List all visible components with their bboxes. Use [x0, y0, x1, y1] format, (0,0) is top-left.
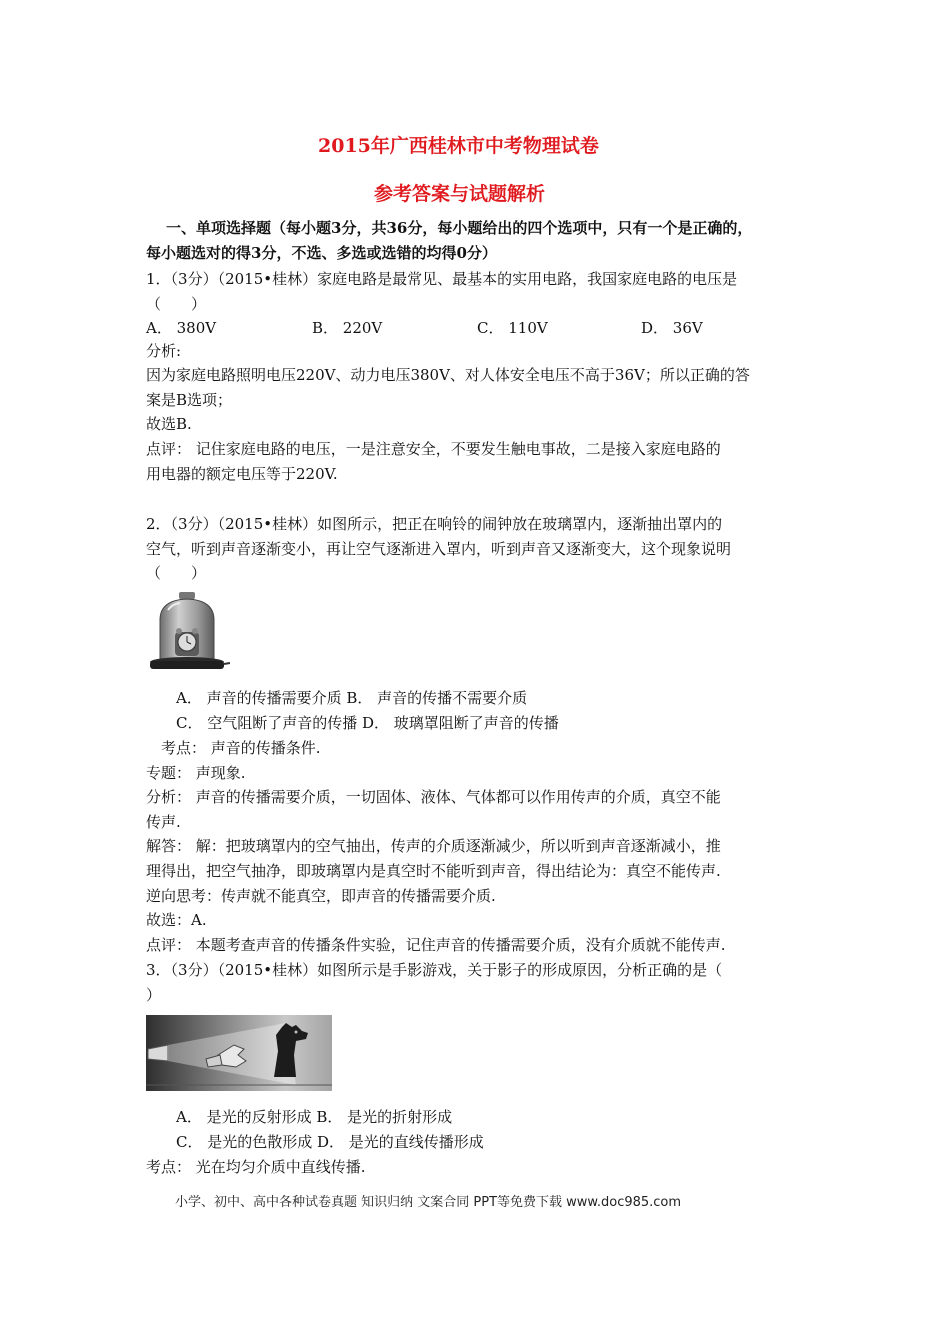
- q2-zhuanti: 专题： 声现象.: [146, 764, 246, 782]
- q2-analysis-line1: 分析： 声音的传播需要介质，一切固体、液体、气体都可以作用传声的介质，真空不能: [146, 788, 721, 806]
- q1-comment-line1: 点评： 记住家庭电路的电压，一是注意安全，不要发生触电事故，二是接入家庭电路的: [146, 440, 721, 458]
- q2-kaodian: 考点： 声音的传播条件.: [161, 739, 321, 757]
- q2-stem-line3: （ ）: [146, 564, 207, 582]
- hand-shadow-figure: [146, 1015, 332, 1091]
- bell-jar-figure: [146, 590, 230, 674]
- section-heading-line2: 每小题选对的得3分，不选、多选或选错的均得0分）: [146, 244, 497, 262]
- q2-stem-line2: 空气，听到声音逐渐变小，再让空气逐渐进入罩内，听到声音又逐渐变大，这个现象说明: [146, 540, 732, 558]
- q1-option-b: B． 220V: [312, 319, 383, 337]
- q1-stem-line2: （ ）: [146, 295, 207, 313]
- q1-analysis-label: 分析:: [146, 342, 182, 360]
- page-subtitle: 参考答案与试题解析: [374, 183, 546, 205]
- q2-solution-line2: 理得出，把空气抽净，即玻璃罩内是真空时不能听到声音，得出结论为：真空不能传声.: [146, 862, 721, 880]
- q2-solution-line1: 解答： 解：把玻璃罩内的空气抽出，传声的介质逐渐减少，所以听到声音逐渐减小，推: [146, 837, 721, 855]
- q2-solution-line3: 逆向思考：传声就不能真空，即声音的传播需要介质.: [146, 887, 496, 905]
- q1-option-d: D． 36V: [641, 319, 703, 337]
- q2-answer: 故选：A.: [146, 911, 207, 929]
- q2-comment: 点评： 本题考查声音的传播条件实验，记住声音的传播需要介质，没有介质就不能传声.: [146, 936, 726, 954]
- q2-options-cd: C． 空气阻断了声音的传播 D． 玻璃罩阻断了声音的传播: [176, 714, 559, 732]
- section-heading-line1: 一、单项选择题（每小题3分，共36分，每小题给出的四个选项中，只有一个是正确的，: [166, 219, 753, 237]
- q3-options-cd: C． 是光的色散形成 D． 是光的直线传播形成: [176, 1133, 484, 1151]
- q1-analysis-line2: 案是B选项；: [146, 391, 233, 409]
- q1-analysis-line1: 因为家庭电路照明电压220V、动力电压380V、对人体安全电压不高于36V；所以正确的答: [146, 366, 750, 384]
- q3-kaodian: 考点： 光在均匀介质中直线传播.: [146, 1158, 366, 1176]
- footer-note: 小学、初中、高中各种试卷真题 知识归纳 文案合同 PPT等免费下载 www.doc985.com: [175, 1195, 682, 1210]
- q3-stem-line2: ）: [146, 986, 162, 1004]
- q2-analysis-line2: 传声.: [146, 813, 181, 831]
- q3-options-ab: A． 是光的反射形成 B． 是光的折射形成: [176, 1108, 453, 1126]
- q1-option-a: A． 380V: [146, 319, 217, 337]
- q1-option-c: C． 110V: [477, 319, 548, 337]
- q3-stem-line1: 3．（3分）（2015•桂林）如图所示是手影游戏，关于影子的形成原因，分析正确的是（: [146, 961, 723, 979]
- q2-stem-line1: 2．（3分）（2015•桂林）如图所示，把正在响铃的闹钟放在玻璃罩内，逐渐抽出罩内的: [146, 515, 723, 533]
- page-title: 2015年广西桂林市中考物理试卷: [318, 135, 599, 157]
- q1-answer: 故选B.: [146, 415, 192, 433]
- q2-options-ab: A． 声音的传播需要介质 B． 声音的传播不需要介质: [176, 689, 528, 707]
- q1-comment-line2: 用电器的额定电压等于220V.: [146, 465, 338, 483]
- q1-stem-line1: 1．（3分）（2015•桂林）家庭电路是最常见、最基本的实用电路，我国家庭电路的电压是: [146, 270, 738, 288]
